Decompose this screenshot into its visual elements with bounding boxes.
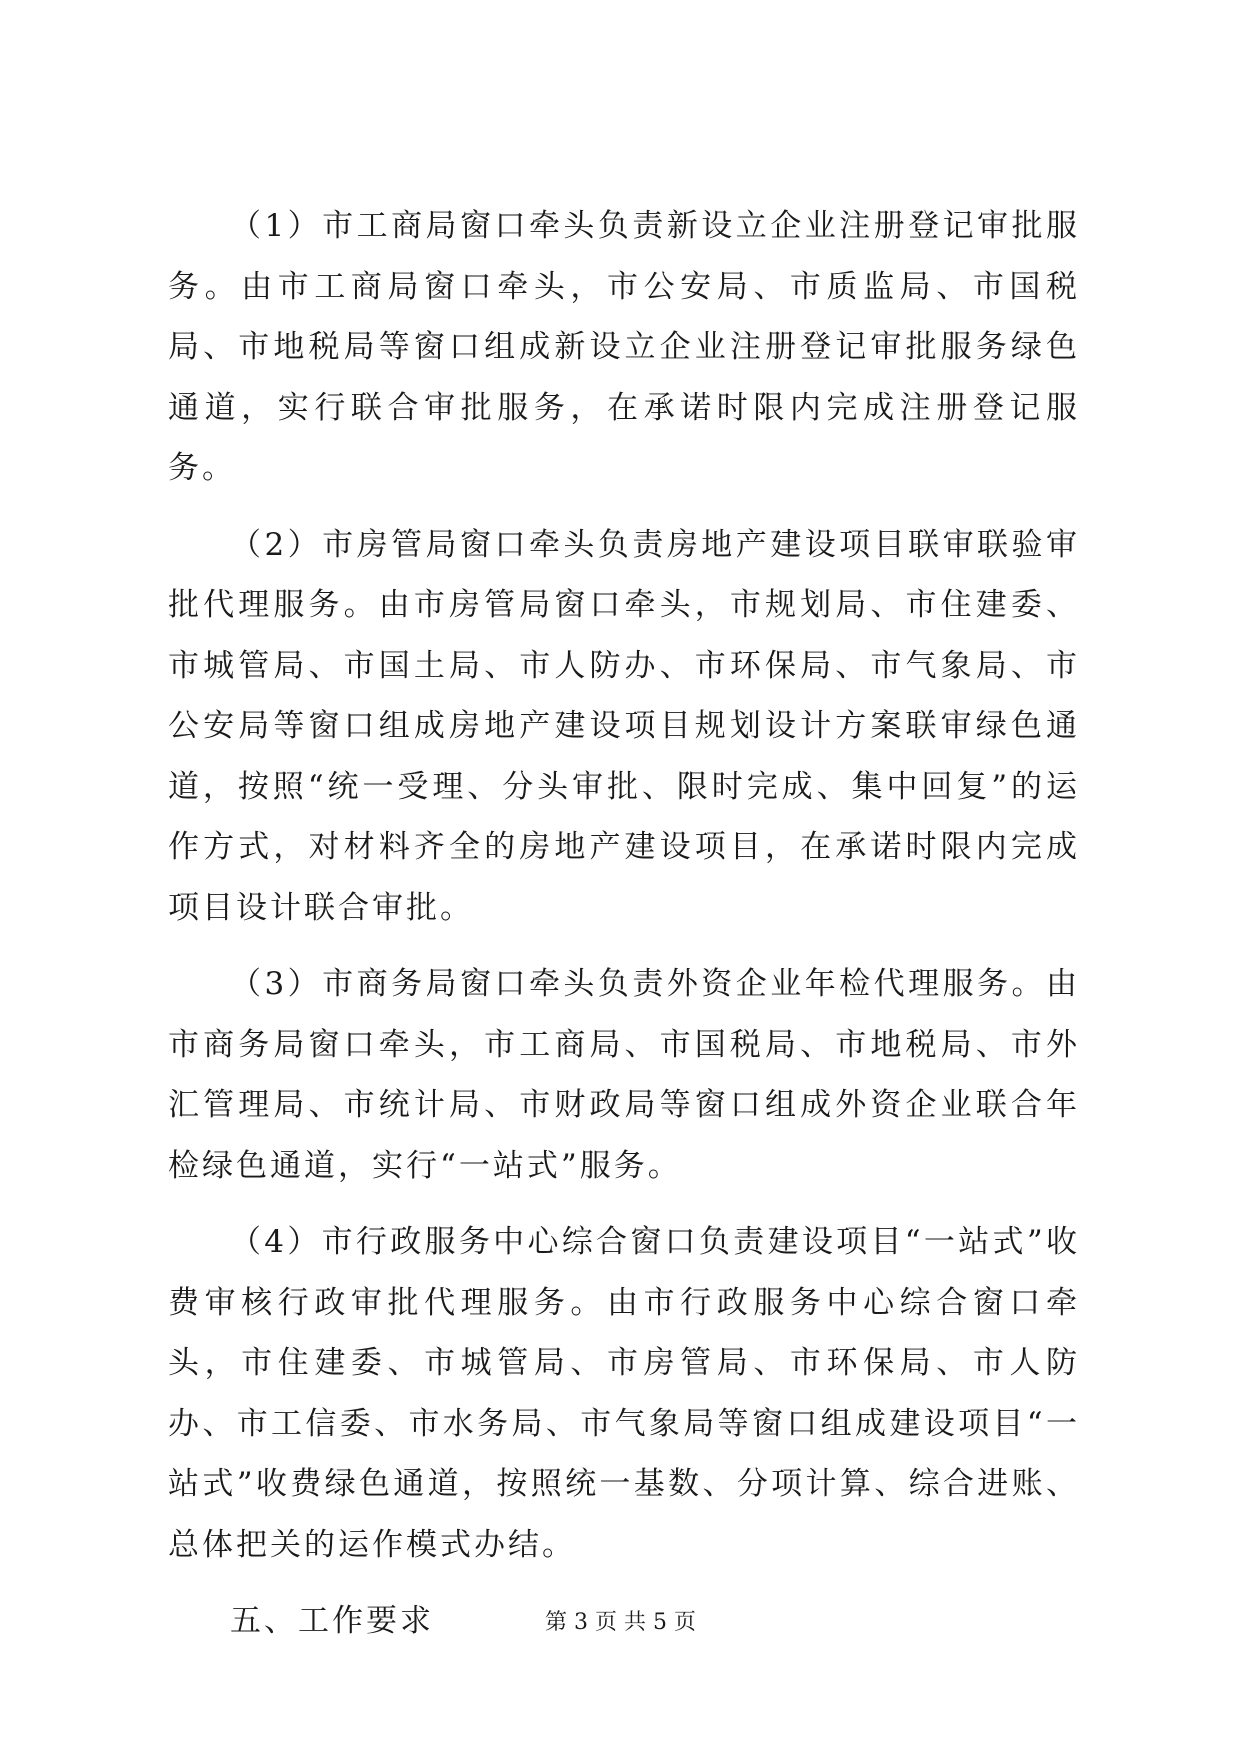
section-heading: 五、工作要求 [230,1603,434,1639]
paragraph-2: （2）市房管局窗口牵头负责房地产建设项目联审联验审批代理服务。由市房管局窗口牵头，市规划局、市住建委、市城管局、市国土局、市人防办、市环保局、市气象局、市公安局等窗口组成房地产建设项目规划设计方案联审绿色通道，按照“统一受理、分头审批、限时完成、集中回复”的运作方式，对材料齐全的房地产建设项目，在承诺时限内完成项目设计联合审批。 [168,526,1080,926]
paragraph-1: （1）市工商局窗口牵头负责新设立企业注册登记审批服务。由市工商局窗口牵头，市公安局、市质监局、市国税局、市地税局等窗口组成新设立企业注册登记审批服务绿色通道，实行联合审批服务，在承诺时限内完成注册登记服务。 [168,208,1080,486]
paragraph-3: （3）市商务局窗口牵头负责外资企业年检代理服务。由市商务局窗口牵头，市工商局、市国税局、市地税局、市外汇管理局、市统计局、市财政局等窗口组成外资企业联合年检绿色通道，实行“一站式”服务。 [168,966,1080,1184]
document-body [168,196,1080,1652]
page-number-footer: 第 3 页 共 5 页 [545,1610,696,1635]
paragraph-4: （4）市行政服务中心综合窗口负责建设项目“一站式”收费审核行政审批代理服务。由市行政服务中心综合窗口牵头，市住建委、市城管局、市房管局、市环保局、市人防办、市工信委、市水务局、市气象局等窗口组成建设项目“一站式”收费绿色通道，按照统一基数、分项计算、综合进账、总体把关的运作模式办结。 [168,1224,1080,1563]
